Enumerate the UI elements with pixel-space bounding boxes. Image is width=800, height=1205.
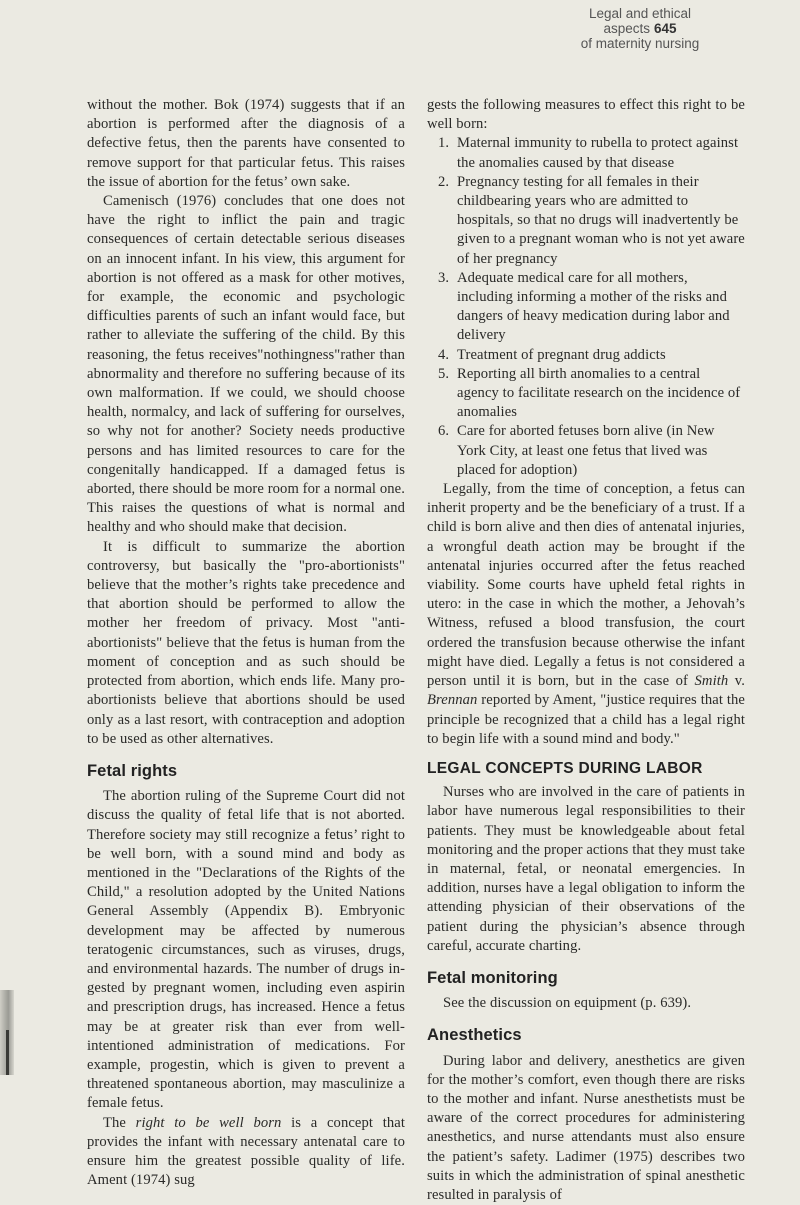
paragraph bbox=[87, 1114, 405, 1191]
text-run: reported by Ament, "justice requires that the principle be recognized that a child has a legal right to begin life with a sound mind and body." bbox=[427, 692, 745, 747]
list-number: 1. bbox=[438, 135, 450, 152]
list-item bbox=[427, 134, 745, 172]
list-number: 3. bbox=[438, 269, 450, 286]
list-text: Reporting all birth anomalies to a central agency to facilitate research on the incidence of anomalies bbox=[457, 365, 741, 421]
case-name: Smith bbox=[694, 673, 729, 690]
paragraph: Camenisch (1976) concludes that one does not have the right to inflict the pain and tragic consequences of certain detectable serious diseases on an innocent infant. In his view, this argument for abortion is not offered as a mask for other motives, for example, the economic and psychologic difficulties parents of such an infant would face, but rather to alleviate the suffering of the child. By this reasoning, the fetus receives"nothingness"rather than abnormality and therefore no suffering because of its own malformation. If we could, we should choose health, normalcy, and lack of suffering for ourselves, so why not for another? Society needs productive persons and has limited resources to care for the congenitally handicapped. If a damaged fetus is aborted, there should be more room for a normal one. This raises the questions of what is normal and healthy and who should make that decision. bbox=[87, 193, 405, 536]
list-number: 2. bbox=[438, 173, 450, 190]
list-text: Treatment of pregnant drug addicts bbox=[457, 346, 666, 363]
list-item bbox=[427, 346, 745, 365]
paragraph: The abortion ruling of the Supreme Court did not discuss the quality of fetal life that is not aborted. Therefore society may still recognize a fetus’ right to be well born, with a sound mind and body as mentioned in the "Declarations of the Rights of the Child," a resolution adopted by the United Nations General Assembly (Appendix B). Embryonic development may be affected by numerous teratogenic circumstances, such as viruses, drugs, and environmental hazards. The number of drugs ingested by pregnant women, including even aspirin and prescription drugs, has increased. Hence a fetus may be at greater risk than ever from well-intentioned administration of medications. For example, progestin, which is given to prevent a threatened spontaneous abortion, may masculinize a female fetus. bbox=[87, 788, 405, 1112]
case-name: Brennan bbox=[427, 692, 478, 709]
paragraph: It is difficult to summarize the abortion controversy, but basically the "pro-abortionists" believe that the mother’s rights take precedence and that abortion should be performed to allow the mother her freedom of privacy. Most "anti-abortionists" believe that the fetus is human from the moment of conception and as such should be protected from abortion, which ends life. Many pro-abortionists believe that abortions should be used only as a last resort, with contraception and adoption to be used as other alternatives. bbox=[87, 538, 405, 747]
paragraph: During labor and delivery, anesthetics are given for the mother’s comfort, even though there are risks to the mother and infant. Nurse anesthetists must be aware of the correct procedures for administering anesthetics, and nurse attendants must also ensure the patient’s safety. Ladimer (1975) describes two suits in which the administration of spinal anesthetic resulted in paralysis of bbox=[427, 1052, 745, 1203]
section-heading-legal-concepts: LEGAL CONCEPTS DURING LABOR bbox=[427, 759, 703, 777]
list-item bbox=[427, 173, 745, 269]
text-run: is a concept that provides the infant with necessary antenatal care to ensure him the greatest possible quality of life. Ament (1974) sug bbox=[87, 1114, 405, 1189]
list-number: 4. bbox=[438, 346, 450, 363]
list-text: Maternal immunity to rubella to protect against the anomalies caused by that disease bbox=[457, 135, 739, 171]
running-header bbox=[560, 6, 720, 51]
paragraph: See the discussion on equipment (p. 639). bbox=[443, 995, 692, 1012]
paragraph: gests the following measures to effect this right to be well born: bbox=[427, 97, 745, 133]
list-item bbox=[427, 269, 745, 346]
text-run: Legally, from the time of conception, a fetus can inherit property and be the beneficiary of a trust. If a child is born alive and then dies of antenatal injuries, a wrongful death action may be brought if the antenatal injuries occurred after the fetus reached viability. Some courts have upheld fetal rights in utero: in the case in which the mother, a Jehovah’s Witness, refused a blood transfusion, the court ordered the transfusion because otherwise the infant might have died. Legally a fetus is not considered a person until it is born, but in the case of bbox=[427, 481, 745, 690]
section-heading-anesthetics: Anesthetics bbox=[427, 1026, 522, 1045]
measures-list bbox=[427, 134, 745, 480]
paragraph: without the mother. Bok (1974) suggests that if an abortion is performed after the diagnosis of a defective fetus, then the parents have consented to remove support for that particular fetus. This raises the issue of abortion for the fetus’ own sake. bbox=[87, 97, 405, 190]
list-text: Pregnancy testing for all females in their childbearing years who are admitted to hospitals, so that no drugs will inadvertently be given to a pregnant woman who is not yet aware of her pregnancy bbox=[457, 173, 745, 267]
list-number: 6. bbox=[438, 423, 450, 440]
list-number: 5. bbox=[438, 365, 450, 382]
list-text: Care for aborted fetuses born alive (in New York City, at least one fetus that lived was placed for adoption) bbox=[457, 423, 715, 478]
text-run: v. bbox=[728, 673, 745, 690]
text-run: The bbox=[103, 1114, 136, 1131]
running-title: Legal and ethical aspects bbox=[588, 6, 692, 36]
section-heading-fetal-rights: Fetal rights bbox=[87, 761, 178, 780]
paragraph: Nurses who are involved in the care of patients in labor have numerous legal responsibilities to their patients. They must be knowledgeable about fetal monitoring and the proper actions that they must take in maternal, fetal, or neonatal emergencies. In addition, nurses have a legal obligation to inform the attending physician of their observations of the patient during the physician’s absence through careful, accurate charting. bbox=[427, 784, 745, 954]
emphasis: right to be well born bbox=[135, 1114, 282, 1131]
section-heading-fetal-monitoring: Fetal monitoring bbox=[427, 968, 558, 987]
left-column bbox=[87, 96, 405, 1190]
book-binding-shadow bbox=[6, 1030, 9, 1075]
paragraph bbox=[427, 480, 745, 749]
list-text: Adequate medical care for all mothers, including informing a mother of the risks and dangers of heavy medication during labor and delivery bbox=[457, 269, 730, 344]
list-item bbox=[427, 365, 745, 423]
running-title-line2: of maternity nursing bbox=[580, 36, 700, 51]
page-number: 645 bbox=[654, 21, 677, 36]
list-item bbox=[427, 422, 745, 480]
right-column bbox=[427, 96, 745, 1205]
